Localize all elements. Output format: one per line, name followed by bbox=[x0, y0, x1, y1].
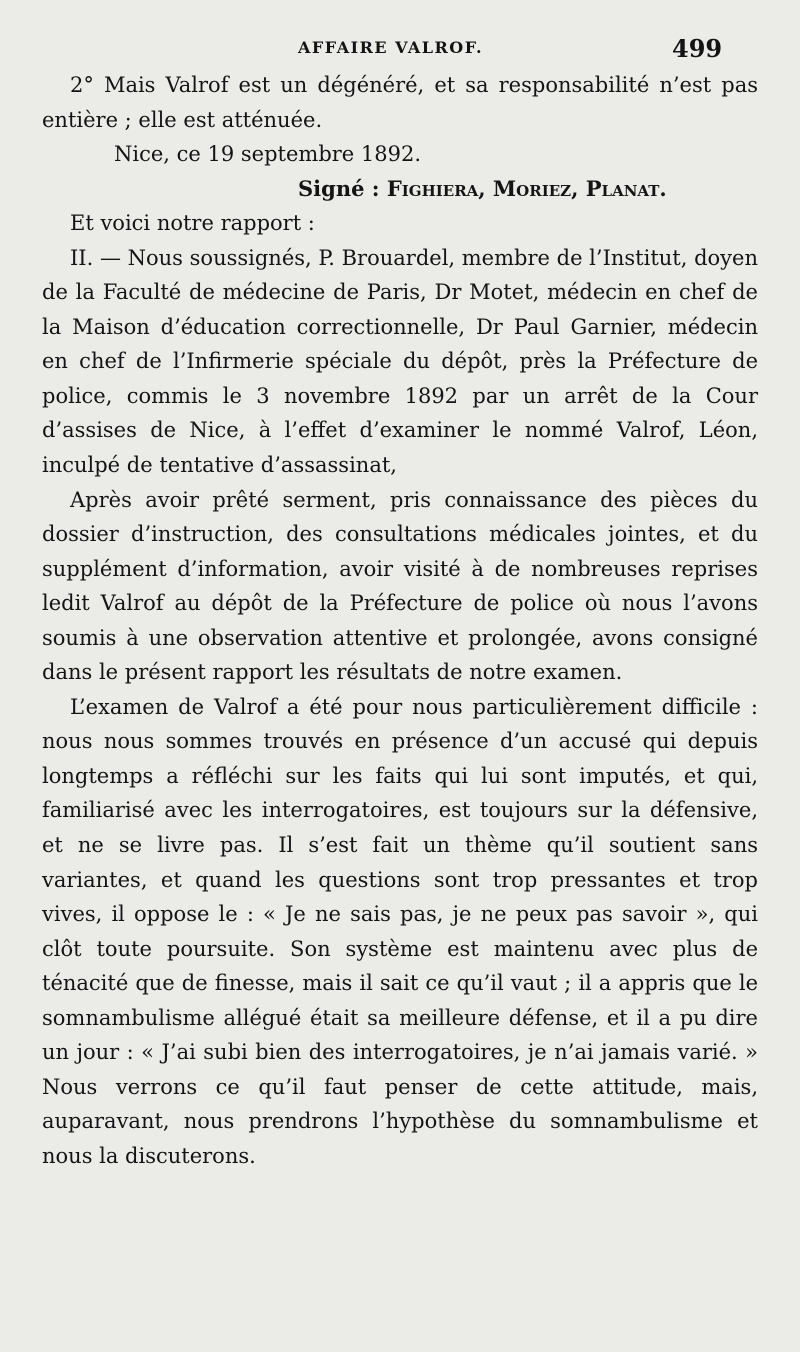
running-title: AFFAIRE VALROF. bbox=[298, 38, 484, 57]
report-intro: Et voici notre rapport : bbox=[70, 211, 315, 236]
date-line: Nice, ce 19 septembre 1892. bbox=[114, 142, 422, 167]
paragraph-examination: L’examen de Valrof a été pour nous particulièrement difficile : nous nous sommes trouvés en présence d’un accusé qui depuis longtemps a réfléchi sur les faits qui lui sont imputés, et qui, familiarisé avec les interrogatoires, est toujours sur la défensive, et ne se livre pas. Il s’est fait un thème qu’il soutient sans variantes, et quand les questions sont trop pressantes et trop vives, il oppose le : « Je ne sais pas, je ne peux pas savoir », qui clôt toute poursuite. Son système est maintenu avec plus de ténacité que de finesse, mais il sait ce qu’il vaut ; il a appris que le somnambulisme allégué était sa meilleure défense, et il a pu dire un jour : « J’ai subi bien des interrogatoires, je n’ai jamais varié. » Nous verrons ce qu’il faut penser de cette attitude, mais, auparavant, nous prendrons l’hypothèse du somnambulisme et nous la discuterons. bbox=[42, 694, 758, 1168]
page-number: 499 bbox=[672, 34, 723, 63]
signature-label: Signé : bbox=[298, 175, 387, 201]
paragraph-procedure: Après avoir prêté serment, pris connaissance des pièces du dossier d’instruction, des consultations médicales jointes, et du supplément d’information, avoir visité à de nombreuses reprises ledit Valrof au dépôt de la Préfecture de police où nous l’avons soumis à une observation attentive et prolongée, avons consigné dans le présent rapport les résultats de notre examen. bbox=[42, 487, 758, 685]
signature-line bbox=[42, 172, 758, 207]
running-head bbox=[0, 30, 800, 66]
body-text bbox=[42, 68, 758, 1174]
paragraph-conclusion: 2° Mais Valrof est un dégénéré, et sa responsabilité n’est pas entière ; elle est atténuée. bbox=[42, 73, 758, 132]
signatories: Fighiera, Moriez, Planat. bbox=[386, 175, 667, 201]
paragraph-experts: II. — Nous soussignés, P. Brouardel, membre de l’Institut, doyen de la Faculté de médecine de Paris, Dr Motet, médecin en chef de la Maison d’éducation correctionnelle, Dr Paul Garnier, médecin en chef de l’Infirmerie spéciale du dépôt, près la Préfecture de police, commis le 3 novembre 1892 par un arrêt de la Cour d’assises de Nice, à l’effet d’examiner le nommé Valrof, Léon, inculpé de tentative d’assassinat, bbox=[42, 245, 758, 478]
